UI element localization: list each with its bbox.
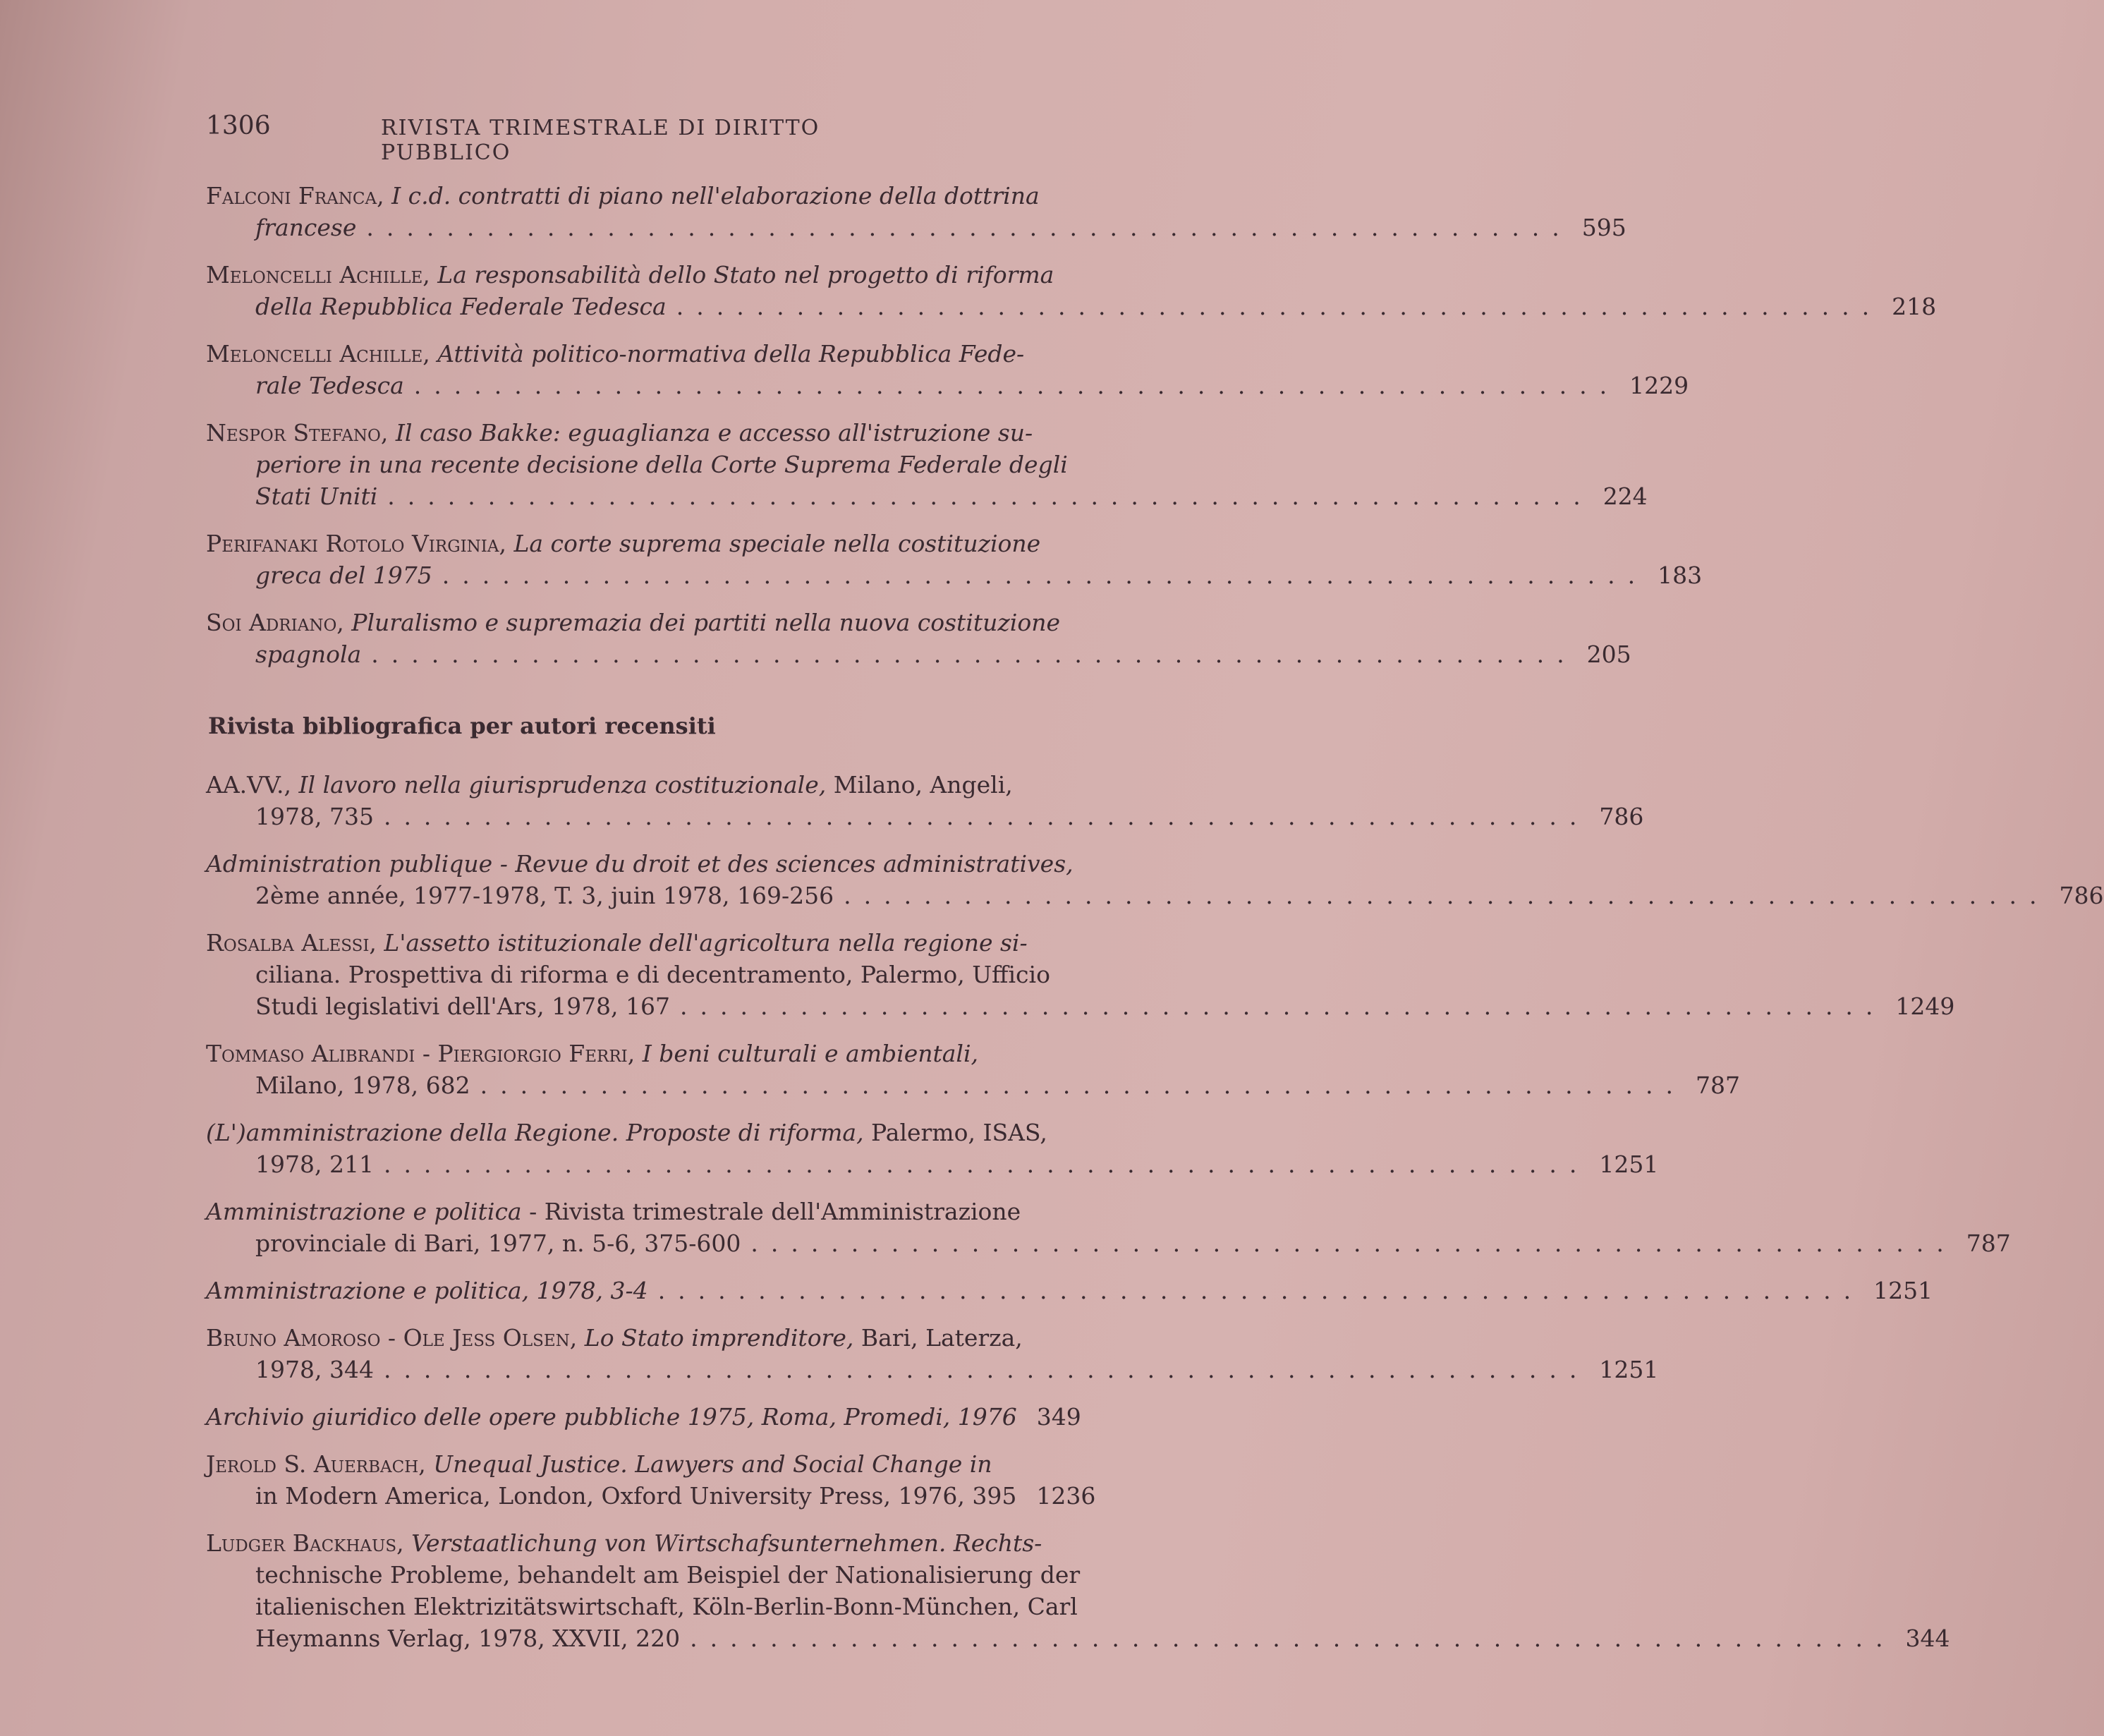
entry-text: Archivio giuridico delle opere pubbliche 1975, Roma, Promedi, 1976 (206, 1403, 1017, 1431)
entry-text: technische Probleme, behandelt am Beispiel der Nationalisierung der (255, 1561, 1081, 1589)
entry-text: in Modern America, London, Oxford University Press, 1976, 395 (255, 1482, 1017, 1510)
entry-line (206, 1559, 1081, 1591)
entry-text: rale Tedesca (255, 372, 404, 399)
entry-publication: - Rivista trimestrale dell'Amministrazione (521, 1198, 1021, 1225)
entry-text: provinciale di Bari, 1977, n. 5-6, 375-600 (255, 1230, 741, 1257)
entry-line (206, 769, 1066, 801)
dot-leader: ............................................................ (690, 1625, 1896, 1652)
entry-page-number: 786 (2059, 882, 2104, 909)
entry-text: 1978, 735 (255, 803, 374, 830)
review-entry (206, 1448, 1096, 1512)
entry-page-number: 1236 (1036, 1482, 1096, 1510)
review-entry (206, 1196, 2011, 1259)
entry-author: Soi Adriano, (206, 609, 344, 636)
entry-line (206, 607, 1066, 638)
review-entry (206, 769, 1644, 832)
entry-text: francese (255, 214, 357, 241)
entry-leader-line (206, 1622, 1950, 1654)
entry-text: ciliana. Prospettiva di riforma e di decentramento, Palermo, Ufficio (255, 961, 1050, 988)
dot-leader: ............................................................ (676, 293, 1883, 320)
entry-title: Lo Stato imprenditore, (577, 1324, 854, 1352)
entry-title: Amministrazione e politica (206, 1198, 522, 1225)
dot-leader: ............................................................ (480, 1072, 1686, 1099)
entry-line (206, 959, 1066, 990)
dot-leader: ............................................................ (750, 1230, 1957, 1257)
entry-page-number: 1251 (1599, 1151, 1659, 1178)
entry-leader-line (206, 990, 1955, 1022)
entry-leader-line (206, 212, 1626, 243)
entry-title: Verstaatlichung von Wirtschafsunternehmen. Rechts- (403, 1529, 1042, 1557)
entry-page-number: 595 (1581, 214, 1626, 241)
entry-page-number: 218 (1892, 293, 1937, 320)
dot-leader: ............................................................ (413, 372, 1620, 399)
entry-author: Jerold S. Auerbach, (206, 1450, 426, 1478)
entry-page-number: 344 (1905, 1625, 1950, 1652)
entry-author: Bruno Amoroso - Ole Jess Olsen, (206, 1324, 578, 1352)
entry-leader-line (206, 638, 1631, 670)
entry-title: I c.d. contratti di piano nell'elaborazione della dottrina (384, 182, 1040, 210)
entry-title: Pluralismo e supremazia dei partiti nella nuova costituzione (343, 609, 1060, 636)
entry-author: Ludger Backhaus, (206, 1529, 404, 1557)
review-entry (206, 1322, 1659, 1385)
entry-leader-line (206, 291, 1937, 322)
entry-line (206, 848, 1074, 880)
entry-leader-line (206, 1480, 1096, 1512)
entry-text: Amministrazione e politica, 1978, 3-4 (206, 1277, 648, 1304)
entry-line (206, 1527, 1066, 1559)
entry-page-number: 786 (1599, 803, 1644, 830)
entry-publication: Bari, Laterza, (853, 1324, 1023, 1352)
entry-publication: Palermo, ISAS, (863, 1119, 1047, 1146)
entry-leader-line (206, 1148, 1659, 1180)
dot-leader: ............................................................ (383, 1151, 1590, 1178)
entry-text: greca del 1975 (255, 562, 432, 589)
entry-text: della Repubblica Federale Tedesca (255, 293, 667, 320)
entry-author: Meloncelli Achille, (206, 340, 430, 368)
entry-page-number: 349 (1036, 1403, 1081, 1431)
article-entry (206, 180, 1626, 243)
dot-leader: ............................................................ (657, 1277, 1864, 1304)
entry-text: 1978, 344 (255, 1356, 374, 1383)
running-title: RIVISTA TRIMESTRALE DI DIRITTO PUBBLICO (381, 116, 820, 165)
entry-author: Rosalba Alessi, (206, 929, 377, 957)
entry-leader-line (206, 559, 1703, 591)
entry-title: Il caso Bakke: eguaglianza e accesso all'istruzione su- (388, 419, 1033, 447)
entry-line (206, 1322, 1066, 1354)
entry-leader-line (206, 1275, 1933, 1306)
review-entry (206, 1117, 1659, 1180)
dot-leader: ............................................................ (383, 803, 1590, 830)
entry-line (206, 1038, 1066, 1069)
review-entry (206, 1275, 1933, 1306)
entry-text: italienischen Elektrizitätswirtschaft, Köln-Berlin-Bonn-München, Carl (255, 1593, 1078, 1620)
article-entry (206, 259, 1937, 322)
entry-author: Tommaso Alibrandi - Piergiorgio Ferri, (206, 1040, 636, 1067)
review-entry (206, 1038, 1741, 1101)
entry-page-number: 224 (1603, 482, 1648, 510)
entry-page-number: 787 (1966, 1230, 2011, 1257)
entry-line (206, 1196, 1066, 1227)
entry-page-number: 1251 (1599, 1356, 1659, 1383)
reviews-list (206, 769, 2104, 1670)
entry-page-number: 1251 (1873, 1277, 1933, 1304)
article-entry (206, 417, 1648, 512)
entry-leader-line (206, 1401, 1081, 1433)
entry-line (206, 927, 1066, 959)
entry-page-number: 183 (1658, 562, 1703, 589)
entry-text: Stati Uniti (255, 482, 378, 510)
entry-author: Perifanaki Rotolo Virginia, (206, 530, 506, 557)
entry-line (206, 449, 1066, 480)
entry-line (206, 417, 1066, 449)
entry-text: Heymanns Verlag, 1978, XXVII, 220 (255, 1625, 681, 1652)
entry-title: (L')amministrazione della Regione. Proposte di riforma, (206, 1119, 864, 1146)
page-number: 1306 (206, 111, 271, 140)
articles-list (206, 180, 1937, 686)
entry-page-number: 1249 (1895, 993, 1955, 1020)
entry-line (206, 1591, 1078, 1622)
entry-line (206, 1117, 1066, 1148)
dot-leader: ............................................................ (387, 482, 1593, 510)
entry-leader-line (206, 1354, 1659, 1385)
entry-title: Il lavoro nella giurisprudenza costituzionale, (291, 771, 827, 799)
section-title: Rivista bibliografica per autori recensiti (208, 712, 716, 739)
dot-leader: ............................................................ (366, 214, 1572, 241)
entry-title: L'assetto istituzionale dell'agricoltura nella regione si- (376, 929, 1028, 957)
entry-title: Administration publique - Revue du droit et des sciences administratives, (206, 850, 1074, 878)
entry-line (206, 180, 1066, 212)
entry-leader-line (206, 370, 1689, 401)
entry-text: Milano, 1978, 682 (255, 1072, 470, 1099)
dot-leader: ............................................................ (442, 562, 1648, 589)
article-entry (206, 528, 1703, 591)
entry-text: 2ème année, 1977-1978, T. 3, juin 1978, 169-256 (255, 882, 834, 909)
dot-leader: ............................................................ (844, 882, 2050, 909)
entry-page-number: 1229 (1629, 372, 1689, 399)
entry-text: Studi legislativi dell'Ars, 1978, 167 (255, 993, 671, 1020)
dot-leader: ............................................................ (383, 1356, 1590, 1383)
entry-leader-line (206, 1069, 1741, 1101)
entry-title: Attività politico-normativa della Repubblica Fede- (430, 340, 1025, 368)
entry-line (206, 528, 1066, 559)
entry-line (206, 1448, 1066, 1480)
entry-leader-line (206, 480, 1648, 512)
review-entry (206, 848, 2104, 911)
review-entry (206, 927, 1955, 1022)
article-entry (206, 338, 1689, 401)
article-entry (206, 607, 1631, 670)
entry-leader-line (206, 880, 2104, 911)
review-entry (206, 1401, 1081, 1433)
entry-leader-line (206, 801, 1644, 832)
review-entry (206, 1527, 1950, 1654)
dot-leader: ............................................................ (680, 993, 1886, 1020)
entry-line (206, 259, 1066, 291)
entry-author: Meloncelli Achille, (206, 261, 430, 289)
entry-text: spagnola (255, 641, 362, 668)
entry-author: Falconi Franca, (206, 182, 384, 210)
entry-page-number: 205 (1586, 641, 1631, 668)
entry-author: AA.VV., (206, 771, 292, 799)
entry-title: La corte suprema speciale nella costituzione (506, 530, 1041, 557)
entry-text: 1978, 211 (255, 1151, 374, 1178)
entry-publication: Milano, Angeli, (826, 771, 1013, 799)
entry-line (206, 338, 1066, 370)
entry-title: Unequal Justice. Lawyers and Social Change in (425, 1450, 992, 1478)
page-header (206, 111, 954, 165)
entry-title: La responsabilità dello Stato nel progetto di riforma (430, 261, 1054, 289)
entry-author: Nespor Stefano, (206, 419, 389, 447)
entry-title: I beni culturali e ambientali, (635, 1040, 979, 1067)
entry-page-number: 787 (1696, 1072, 1741, 1099)
entry-leader-line (206, 1227, 2011, 1259)
dot-leader: ............................................................ (371, 641, 1577, 668)
entry-title: periore in una recente decisione della Corte Suprema Federale degli (255, 451, 1068, 478)
